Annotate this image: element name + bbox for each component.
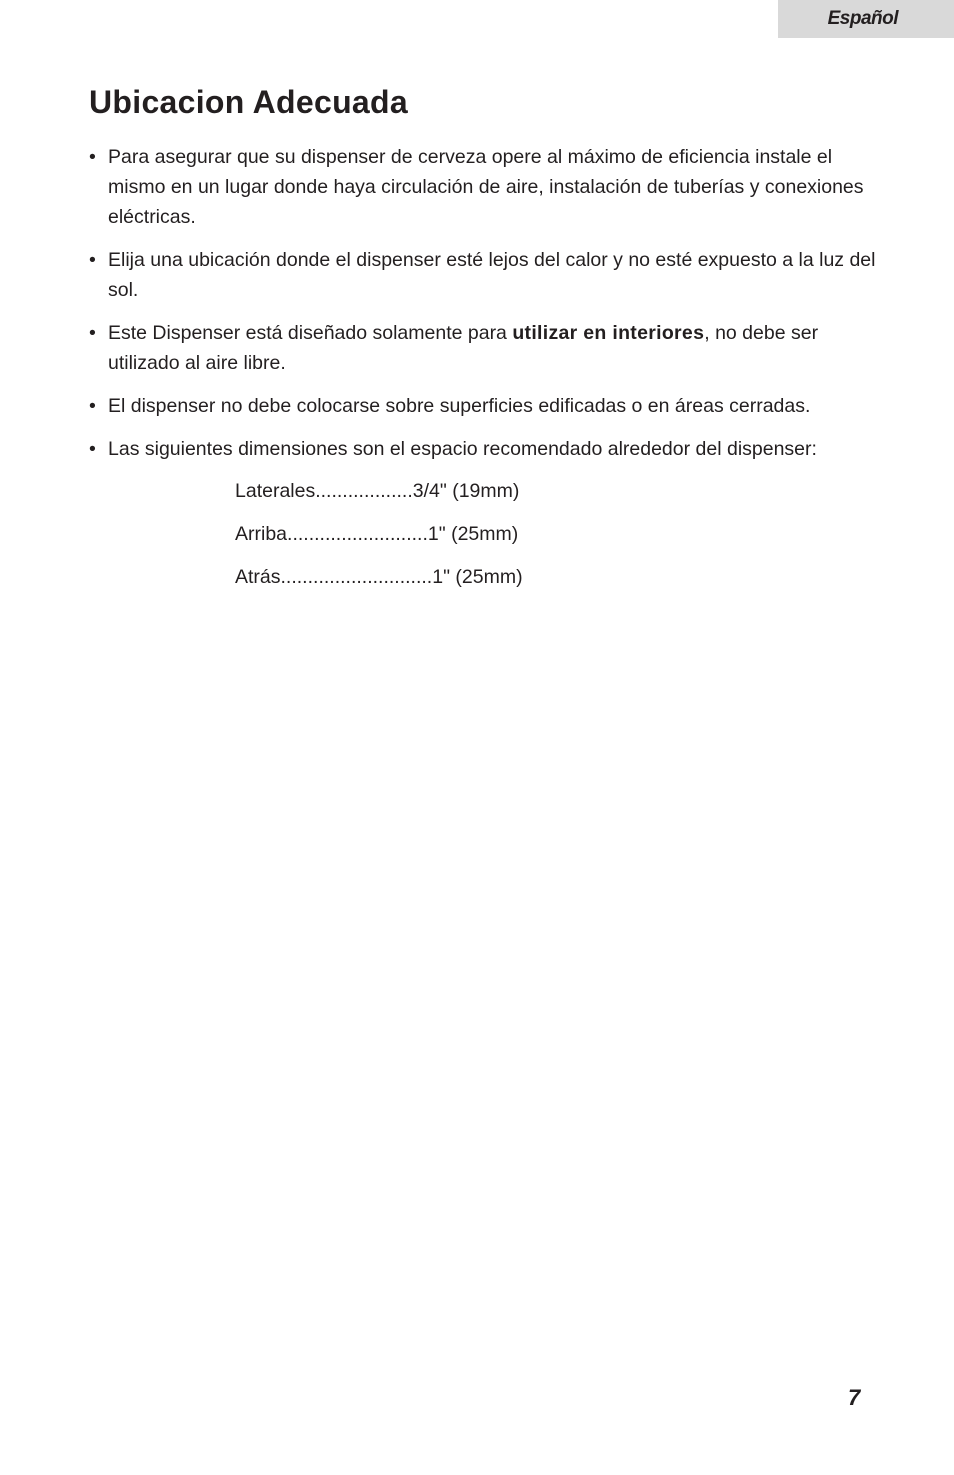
clearance-label: Atrás (235, 566, 281, 588)
bullet-bold-text: utilizar en interiores (512, 322, 705, 344)
clearance-value: 1" (25mm) (432, 566, 523, 588)
clearance-row-top (235, 519, 523, 549)
bullet-item (89, 434, 879, 464)
bullet-text-before: Este Dispenser está diseñado solamente para (108, 322, 513, 344)
clearance-leader-dots: ............................ (280, 566, 433, 588)
bullet-text-after: , no debe ser utilizado al aire libre. (108, 322, 819, 374)
bullet-dot: • (89, 146, 96, 168)
clearance-list (235, 476, 523, 605)
bullet-item (89, 245, 879, 305)
bullet-text: Las siguientes dimensiones son el espacio recomendado alrededor del dispenser: (108, 438, 817, 460)
clearance-label: Laterales (235, 480, 316, 502)
clearance-row-sides (235, 476, 523, 506)
bullet-text: Elija una ubicación donde el dispenser esté lejos del calor y no esté expuesto a la luz del sol. (108, 249, 876, 301)
clearance-value: 3/4" (19mm) (412, 480, 520, 502)
bullet-item (89, 318, 879, 378)
clearance-label: Arriba (235, 523, 288, 545)
language-tab-label: Español (827, 8, 898, 29)
language-tab (778, 0, 954, 38)
clearance-value: 1" (25mm) (427, 523, 519, 545)
bullet-dot: • (89, 249, 96, 271)
bullet-dot: • (89, 322, 96, 344)
page-title: Ubicacion Adecuada (89, 84, 408, 120)
bullet-dot: • (89, 395, 96, 417)
clearance-leader-dots: .......................... (287, 523, 428, 545)
bullet-list (89, 142, 879, 464)
page-number: 7 (848, 1385, 861, 1410)
bullet-item (89, 142, 879, 232)
bullet-item (89, 391, 879, 421)
bullet-text: El dispenser no debe colocarse sobre superficies edificadas o en áreas cerradas. (108, 395, 811, 417)
bullet-dot: • (89, 438, 96, 460)
clearance-leader-dots: .................. (315, 480, 413, 502)
bullet-text: Para asegurar que su dispenser de cerveza opere al máximo de eficiencia instale el mismo en un lugar donde haya circulación de aire, instalación de tuberías y conexiones eléctricas. (108, 146, 864, 228)
clearance-row-back (235, 562, 523, 592)
